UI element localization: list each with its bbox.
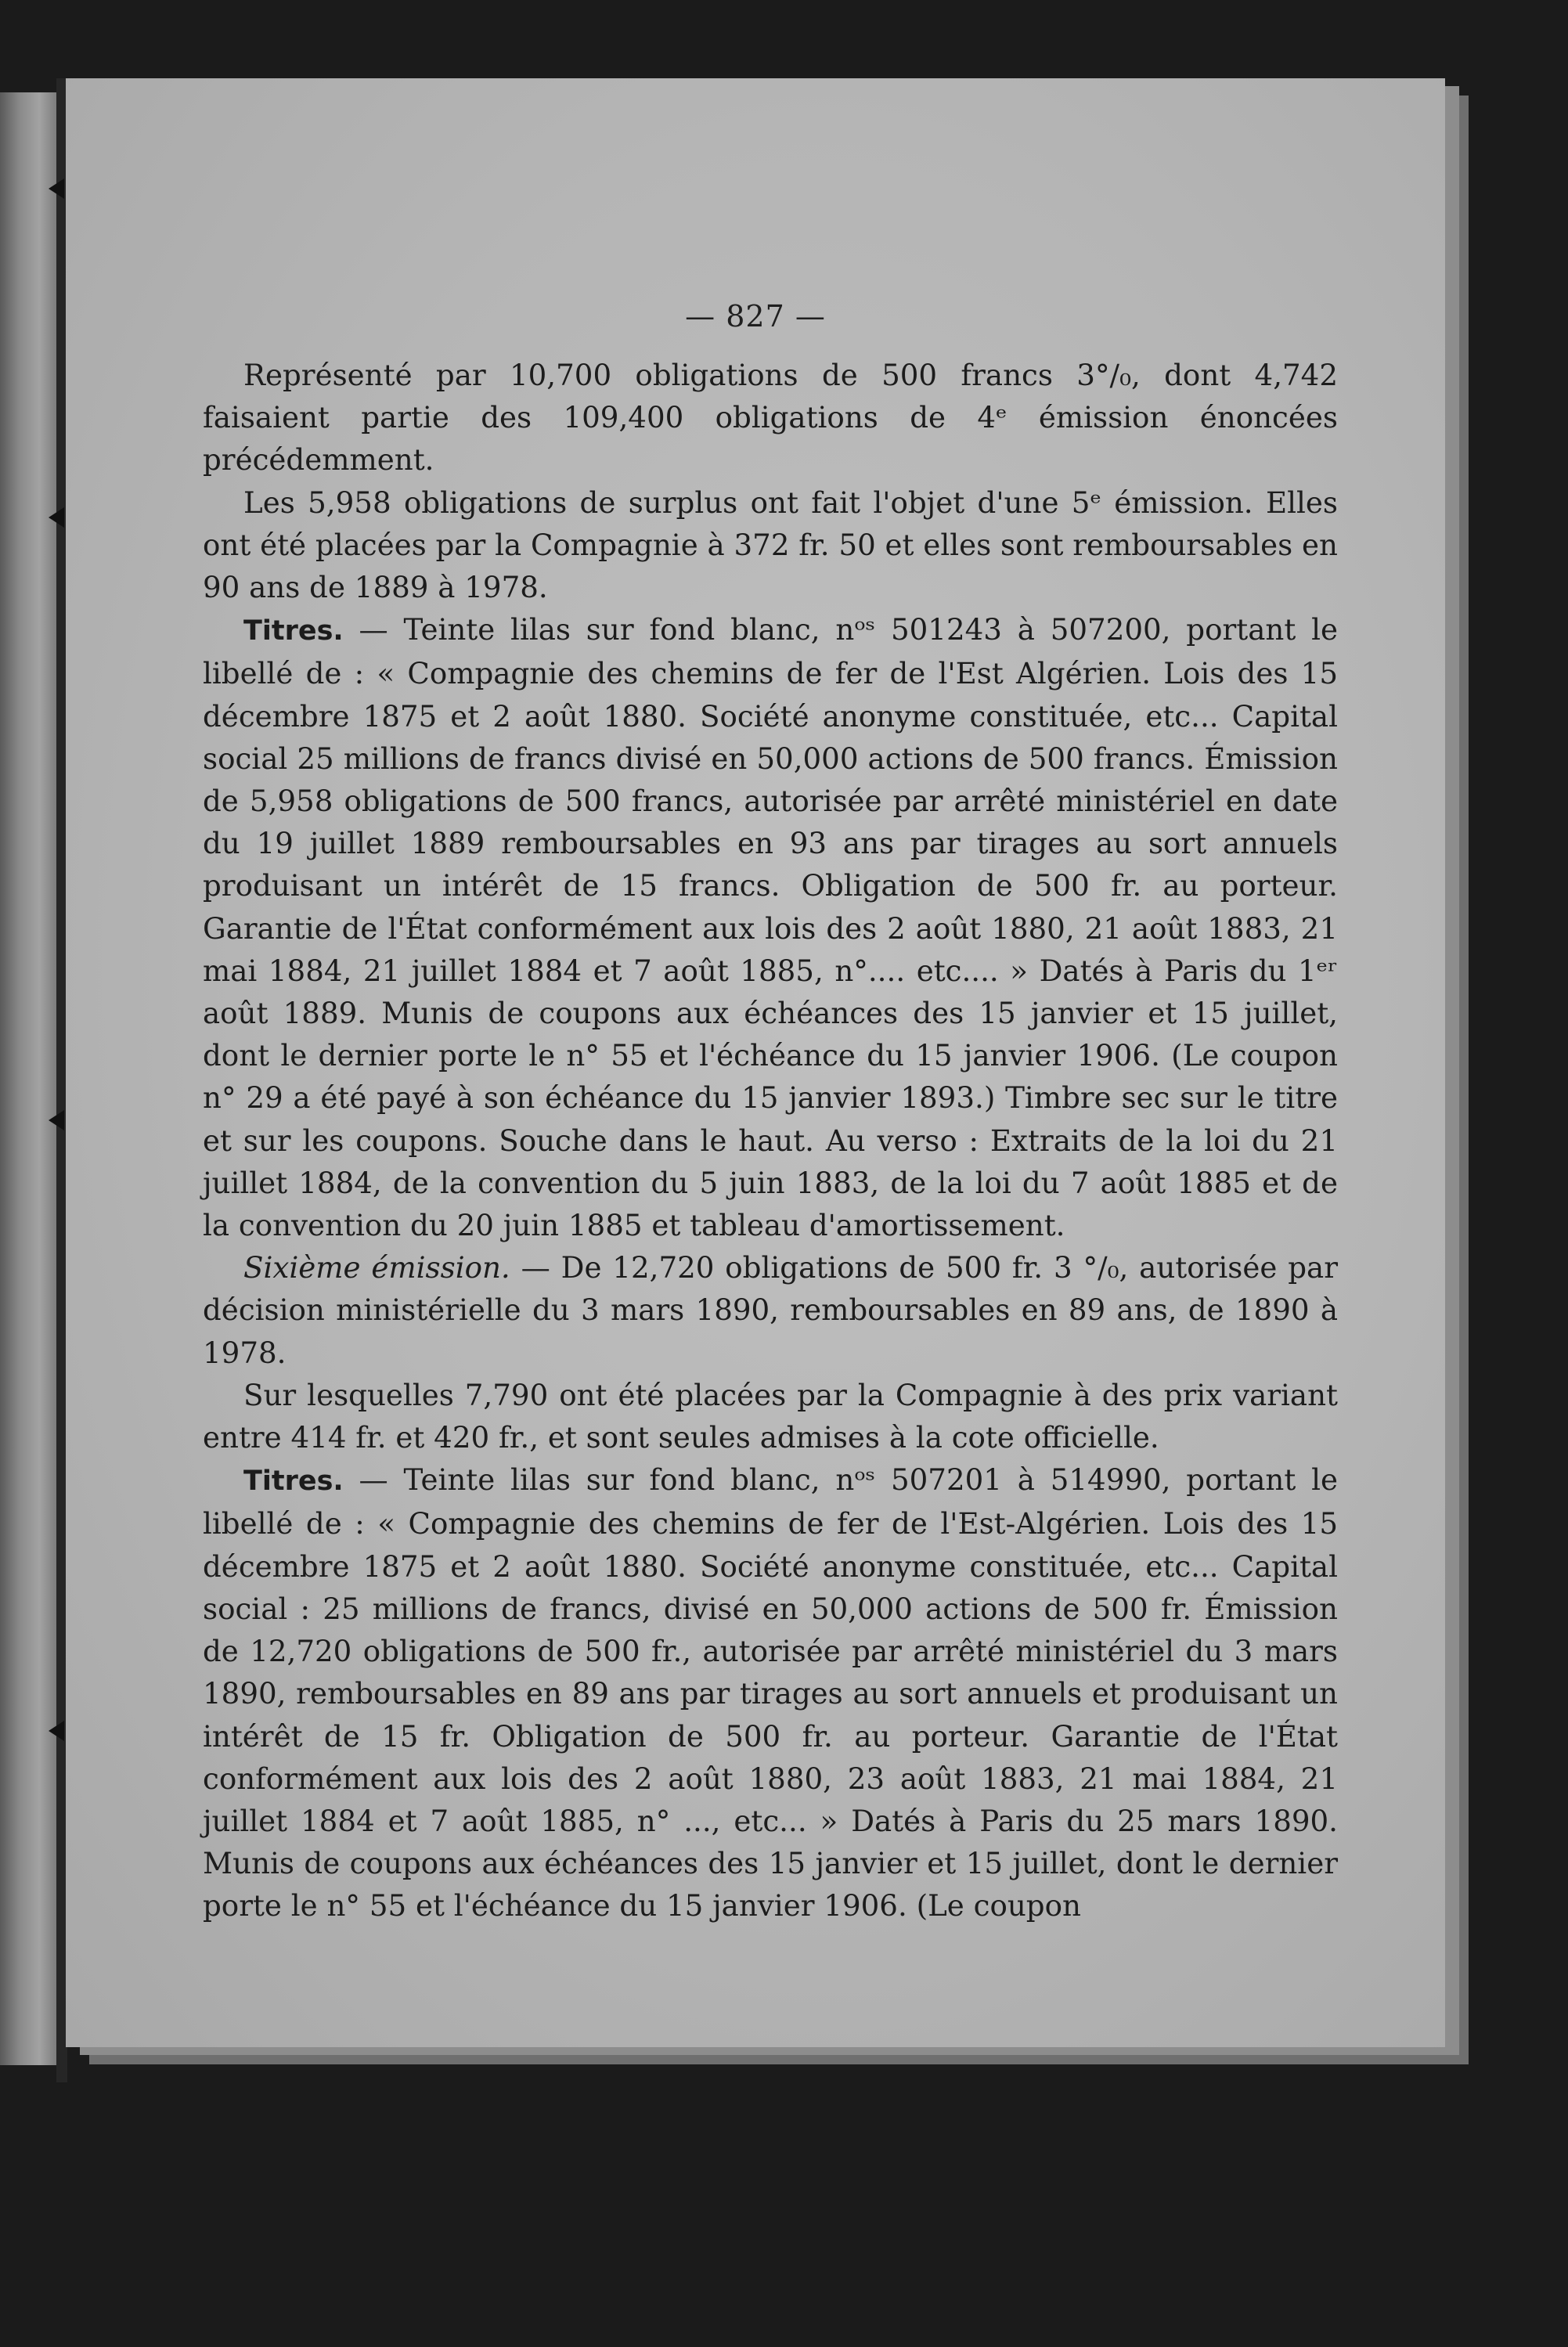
- paragraph-text: Représenté par 10,700 obligations de 500 francs 3°/₀, dont 4,742 faisaient partie des 109,400 obligations de 4ᵉ émission énoncées précédemment.: [203, 358, 1338, 478]
- paragraph: [203, 354, 1338, 481]
- page-body: [203, 354, 1338, 1927]
- page-number: — 827 —: [685, 299, 826, 333]
- paragraph: [203, 608, 1338, 1246]
- paragraph-heading: Sixième émission.: [243, 1250, 510, 1285]
- paragraph: [203, 481, 1338, 609]
- paragraph-text: Les 5,958 obligations de surplus ont fait l'objet d'une 5ᵉ émission. Elles ont été placées par la Compagnie à 372 fr. 50 et elles sont remboursables en 90 ans de 1889 à 1978.: [203, 485, 1339, 605]
- paragraph: [203, 1374, 1338, 1458]
- paragraph-heading: Titres.: [243, 615, 344, 647]
- paragraph-text: Sur lesquelles 7,790 ont été placées par la Compagnie à des prix variant entre 414 fr. et 420 fr., et sont seules admises à la cote officielle.: [203, 1377, 1338, 1455]
- page-stack-edge: [1445, 88, 1454, 2060]
- paragraph-text: — Teinte lilas sur fond blanc, nᵒˢ 507201 à 514990, portant le libellé de : « Compagnie des chemins de fer de l'Est-Algérien. Lois des 15 décembre 1875 et 2 août 1880. Société anonyme constituée, etc... Capital social : 25 millions de francs, divisé en 50,000 actions de 500 fr. Émission de 12,720 obligations de 500 fr., autorisée par arrêté ministériel du 3 mars 1890, remboursables en 89 ans par tirages au sort annuels et produisant un intérêt de 15 fr. Obligation de 500 fr. au porteur. Garantie de l'État conformément aux lois des 2 août 1880, 23 août 1883, 21 mai 1884, 21 juillet 1884 et 7 août 1885, n° ..., etc... » Datés à Paris du 25 mars 1890. Munis de coupons aux échéances des 15 janvier et 15 juillet, dont le dernier porte le n° 55 et l'échéance du 15 janvier 1906. (Le coupon: [203, 1462, 1338, 1923]
- paragraph-text: — Teinte lilas sur fond blanc, nᵒˢ 501243 à 507200, portant le libellé de : « Compagnie des chemins de fer de l'Est Algérien. Lois des 15 décembre 1875 et 2 août 1880. Société anonyme constituée, etc... Capital social 25 millions de francs divisé en 50,000 actions de 500 francs. Émission de 5,958 obligations de 500 francs, autorisée par arrêté ministériel en date du 19 juillet 1889 remboursables en 93 ans par tirages au sort annuels produisant un intérêt de 15 francs. Obligation de 500 fr. au porteur. Garantie de l'État conformément aux lois des 2 août 1880, 21 août 1883, 21 mai 1884, 21 juillet 1884 et 7 août 1885, n°.... etc.... » Datés à Paris du 1ᵉʳ août 1889. Munis de coupons aux échéances des 15 janvier et 15 juillet, dont le dernier porte le n° 55 et l'échéance du 15 janvier 1906. (Le coupon n° 29 a été payé à son échéance du 15 janvier 1893.) Timbre sec sur le titre et sur les coupons. Souche dans le haut. Au verso : Extraits de la loi du 21 juillet 1884, de la convention du 5 juin 1883, de la loi du 7 août 1885 et de la convention du 20 juin 1885 et tableau d'amortissement.: [203, 612, 1338, 1243]
- paragraph: [203, 1246, 1338, 1374]
- paragraph-heading: Titres.: [243, 1466, 344, 1498]
- previous-page-edge: [0, 92, 59, 2065]
- paragraph: [203, 1458, 1338, 1927]
- paragraph-text: — De 12,720 obligations de 500 fr. 3 °/₀, autorisée par décision ministérielle du 3 mars 1890, remboursables en 89 ans, de 1890 à 1978.: [203, 1250, 1338, 1370]
- book-page: [66, 78, 1445, 2047]
